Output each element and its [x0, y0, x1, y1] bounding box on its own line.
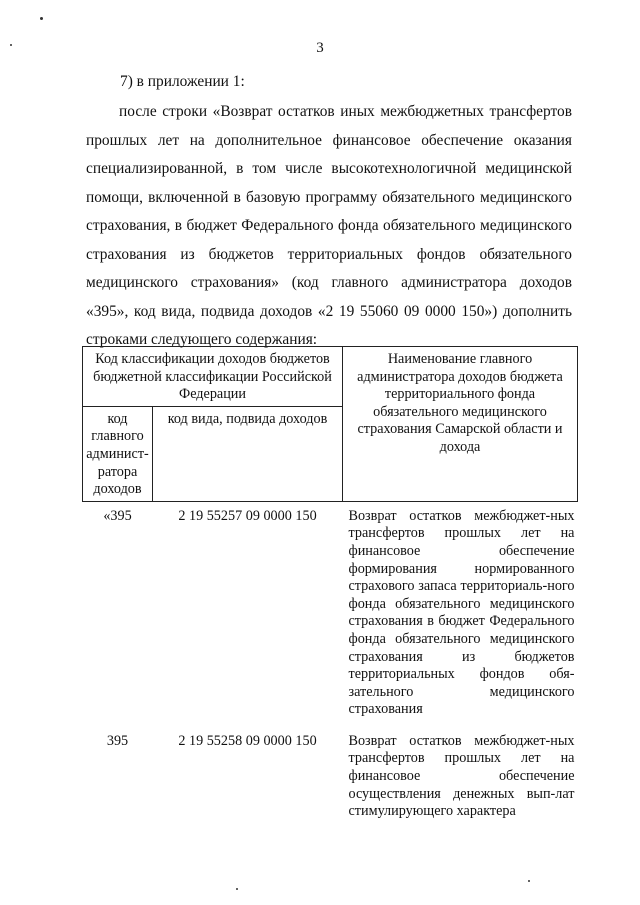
table-row — [83, 723, 578, 825]
admin-code-cell: 395 — [106, 732, 129, 749]
header-classification-group: Код классификации доходов бюджетов бюджетной классификации Российской Федерации — [83, 347, 343, 407]
income-codes-table — [82, 346, 578, 825]
admin-code-cell: «395 — [103, 507, 132, 524]
page-number: 3 — [316, 40, 324, 56]
table-row — [83, 501, 578, 723]
header-kind-code: код вида, подвида доходов — [153, 406, 343, 501]
scan-speck — [528, 880, 530, 882]
scan-speck — [236, 888, 238, 890]
body-text — [86, 98, 572, 355]
kind-code-cell: 2 19 55257 09 0000 150 — [178, 507, 317, 524]
kind-code-cell: 2 19 55258 09 0000 150 — [178, 732, 317, 749]
amendment-paragraph: после строки «Возврат остатков иных межбюджетных трансфертов прошлых лет на дополнительное финансовое обеспечение оказания специализированной, в том числе высокотехнологичной медицинской помощи, включенной в базовую программу обязательного медицинского страхования, в бюджет Федерального фонда обязательного медицинского страхования из бюджетов территориальных фондов обязательного медицинского страхования» (код главного администратора доходов «395», код вида, подвида доходов «2 19 55060 09 0000 150») дополнить строками следующего содержания: — [86, 103, 572, 348]
income-name-cell: Возврат остатков межбюджет-ных трансфертов прошлых лет на финансовое обеспечение формирования нормированного страхового запаса территориаль-ного фонда обязательного медицинского страхования в бюджет Федерального фонда обязательного медицинского страхования из бюджетов территориальных фондов обя-зательного медицинского страхования — [348, 507, 575, 718]
item-label: 7) в приложении 1: — [120, 73, 245, 90]
header-admin-code: код главного админист-ратора доходов — [83, 406, 153, 501]
header-administrator-name: Наименование главного администратора доходов бюджета территориального фонда обязательного медицинского страхования Самарской области и дохода — [343, 347, 578, 502]
scan-speck — [40, 17, 43, 20]
income-name-cell: Возврат остатков межбюджет-ных трансфертов прошлых лет на финансовое обеспечение осуществления денежных вып-лат стимулирующего характера — [348, 732, 575, 820]
